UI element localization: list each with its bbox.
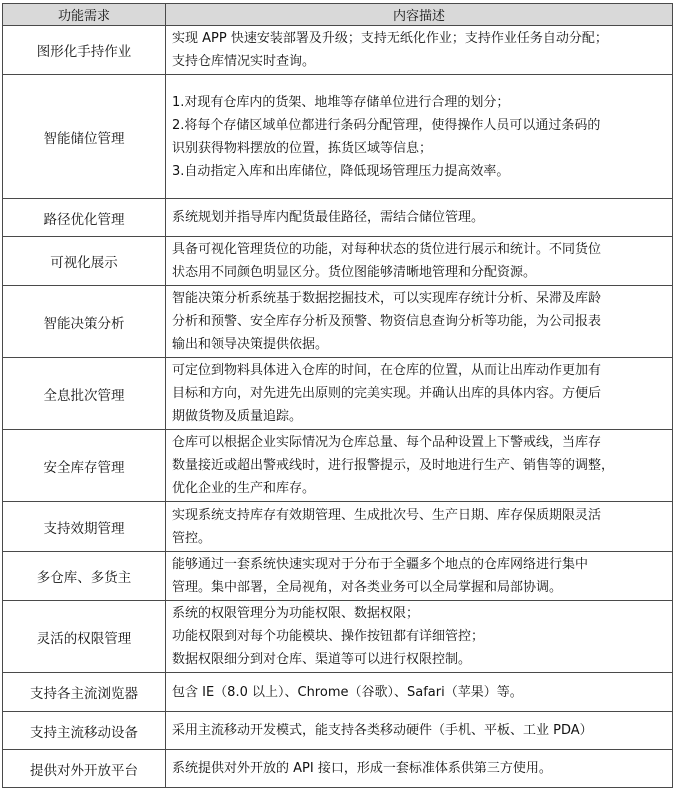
feature-name-cell: 可视化展示: [3, 237, 166, 286]
table-row: [3, 502, 673, 552]
table-row: [3, 26, 673, 75]
description-line: 识别获得物料摆放的位置，拣货区域等信息；: [172, 140, 433, 156]
description-line: 数据权限细分到对仓库、渠道等可以进行权限控制。: [172, 652, 472, 667]
feature-description-cell: [166, 502, 673, 552]
feature-name-cell: 全息批次管理: [3, 358, 166, 430]
description-line: 期做货物及质量追踪。: [172, 409, 303, 424]
description-line: 能够通过一套系统快速实现对于分布于全疆多个地点的仓库网络进行集中: [172, 557, 589, 572]
description-line: 系统规划并指导库内配货最佳路径，需结合储位管理。: [172, 210, 485, 225]
description-line: 可定位到物料具体进入仓库的时间，在仓库的位置，从而让出库动作更加有: [172, 363, 602, 378]
table-row: [3, 430, 673, 502]
table-row: [3, 286, 673, 358]
feature-name-cell: 支持效期管理: [3, 502, 166, 552]
description-line: 数量接近或超出警戒线时，进行报警提示，及时地进行生产、销售等的调整，: [172, 458, 615, 473]
feature-name-cell: 多仓库、多货主: [3, 552, 166, 601]
description-line: 2.将每个存储区域单位都进行条码分配管理，使得操作人员可以通过条码的: [172, 117, 601, 133]
description-line: 优化企业的生产和库存。: [172, 481, 316, 496]
table-row: [3, 673, 673, 712]
table-row: [3, 712, 673, 750]
feature-name-cell: 智能储位管理: [3, 75, 166, 199]
feature-name-cell: 路径优化管理: [3, 199, 166, 237]
feature-description-cell: [166, 552, 673, 601]
feature-description-cell: [166, 430, 673, 502]
description-line: 采用主流移动开发模式，能支持各类移动硬件（手机、平板、工业 PDA）: [172, 723, 593, 738]
feature-table: [2, 3, 673, 788]
description-line: 系统提供对外开放的 API 接口，形成一套标准体系供第三方使用。: [172, 761, 552, 776]
description-line: 实现系统支持库存有效期管理、生成批次号、生产日期、库存保质期限灵活: [172, 507, 602, 523]
description-line: 管控。: [172, 530, 212, 546]
feature-name-cell: 提供对外开放平台: [3, 750, 166, 788]
description-line: 功能权限到对每个功能模块、操作按钮都有详细管控；: [172, 629, 485, 644]
feature-description-cell: [166, 673, 673, 712]
description-line: 状态用不同颜色明显区分。货位图能够清晰地管理和分配资源。: [172, 265, 537, 280]
feature-description-cell: [166, 199, 673, 237]
table-body: [3, 26, 673, 788]
feature-name-cell: 支持主流移动设备: [3, 712, 166, 750]
description-line: 实现 APP 快速安装部署及升级；支持无纸化作业；支持作业任务自动分配；: [172, 31, 608, 46]
description-line: 具备可视化管理货位的功能，对每种状态的货位进行展示和统计。不同货位: [172, 242, 602, 257]
feature-description-cell: [166, 75, 673, 199]
description-line: 仓库可以根据企业实际情况为仓库总量、每个品种设置上下警戒线，当库存: [172, 435, 602, 450]
feature-name-cell: 支持各主流浏览器: [3, 673, 166, 712]
description-line: 管理。集中部署，全局视角，对各类业务可以全局掌握和局部协调。: [172, 580, 563, 595]
table-row: [3, 750, 673, 788]
description-line: 智能决策分析系统基于数据挖掘技术，可以实现库存统计分析、呆滞及库龄: [172, 291, 602, 306]
feature-description-cell: [166, 358, 673, 430]
table-row: [3, 237, 673, 286]
description-line: 输出和领导决策提供依据。: [172, 337, 329, 352]
table-row: [3, 601, 673, 673]
description-line: 分析和预警、安全库存分析及预警、物资信息查询分析等功能，为公司报表: [172, 314, 602, 329]
description-line: 3.自动指定入库和出库储位，降低现场管理压力提高效率。: [172, 163, 510, 179]
table-row: [3, 552, 673, 601]
table-row: [3, 358, 673, 430]
description-line: 目标和方向，对先进先出原则的完美实现。并确认出库的具体内容。方便后: [172, 386, 602, 401]
feature-description-cell: [166, 750, 673, 788]
feature-description-cell: [166, 601, 673, 673]
description-line: 系统的权限管理分为功能权限、数据权限；: [172, 606, 420, 621]
feature-name-cell: 图形化手持作业: [3, 26, 166, 75]
feature-description-cell: [166, 286, 673, 358]
feature-name-cell: 智能决策分析: [3, 286, 166, 358]
feature-description-cell: [166, 237, 673, 286]
feature-name-cell: 安全库存管理: [3, 430, 166, 502]
feature-name-cell: 灵活的权限管理: [3, 601, 166, 673]
table-row: [3, 199, 673, 237]
header-row: [3, 4, 673, 26]
feature-description-cell: [166, 26, 673, 75]
table-row: [3, 75, 673, 199]
feature-description-cell: [166, 712, 673, 750]
description-line: 支持仓库情况实时查询。: [172, 54, 316, 69]
description-line: 1.对现有仓库内的货架、地堆等存储单位进行合理的划分；: [172, 94, 510, 110]
header-description: 内容描述: [166, 4, 673, 26]
header-feature: 功能需求: [3, 4, 166, 26]
description-line: 包含 IE（8.0 以上）、Chrome（谷歌）、Safari（苹果）等。: [172, 684, 523, 700]
